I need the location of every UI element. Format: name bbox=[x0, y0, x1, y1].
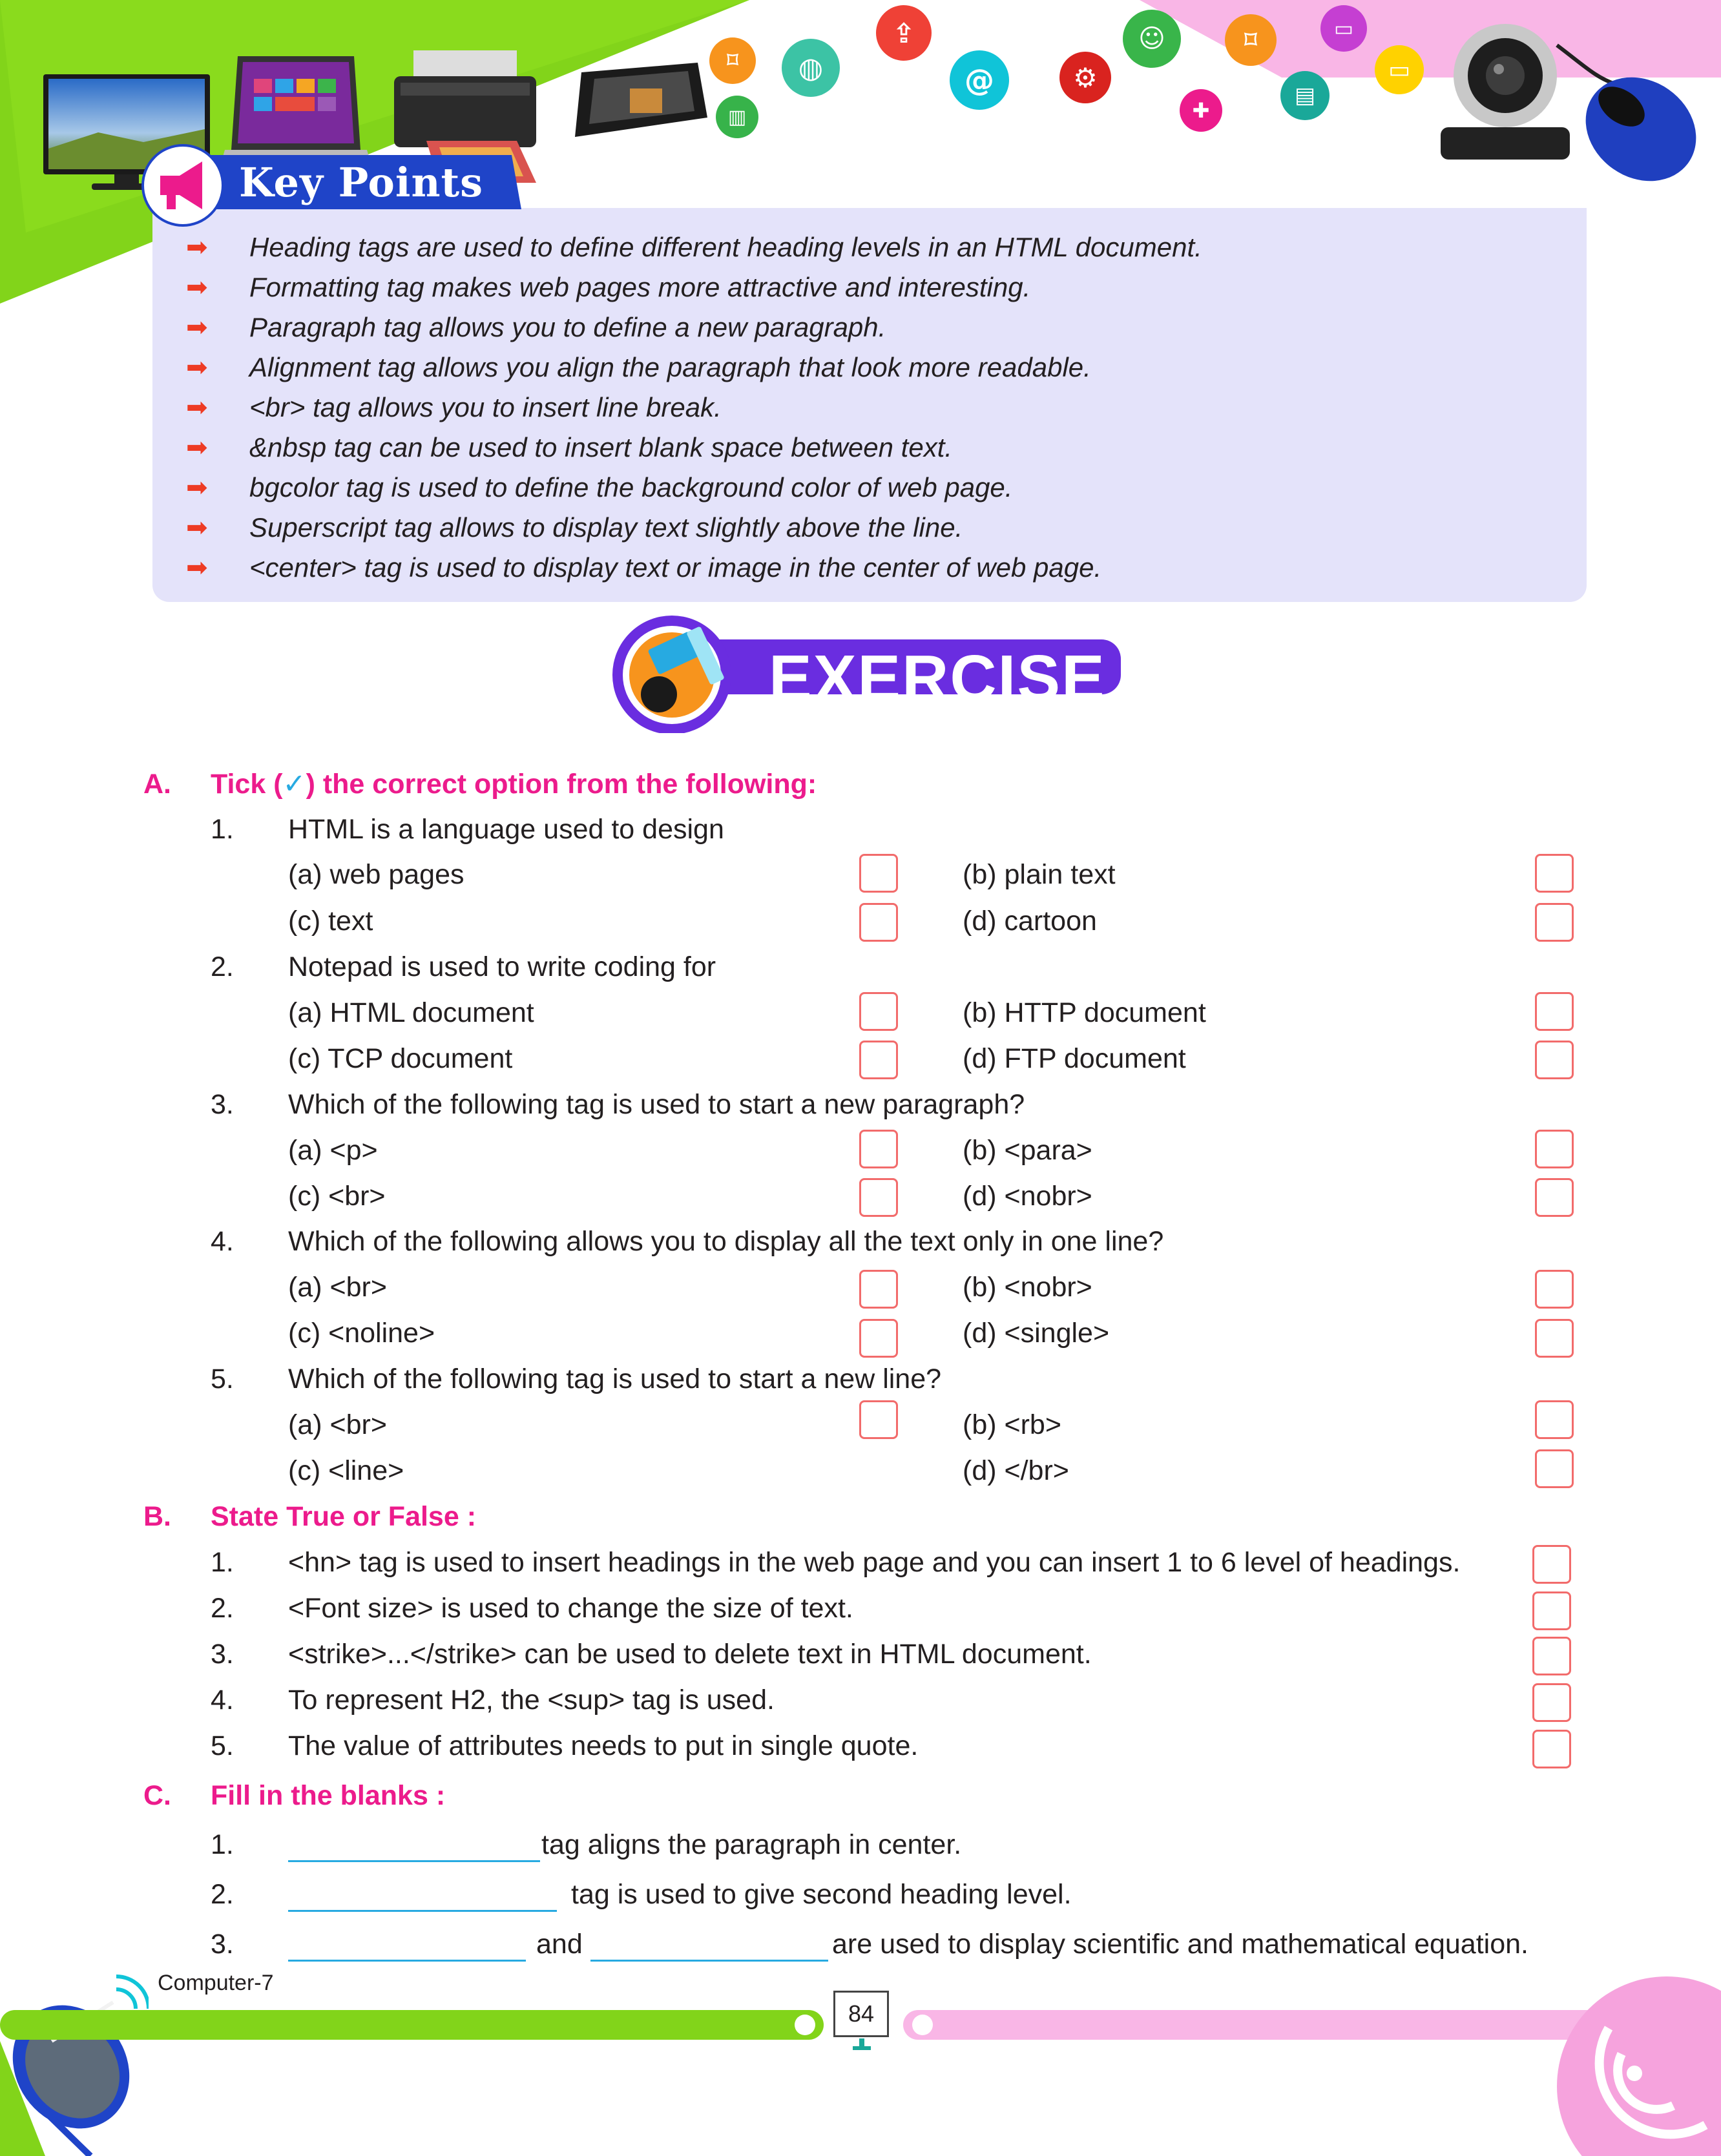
mouse-icon: ⌑ bbox=[709, 37, 756, 84]
option-d: (d) FTP document bbox=[963, 1043, 1186, 1074]
answer-checkbox[interactable] bbox=[859, 992, 898, 1031]
answer-checkbox[interactable] bbox=[859, 1041, 898, 1079]
statement-number: 2. bbox=[211, 1593, 234, 1624]
option-c: (c) <noline> bbox=[288, 1318, 435, 1349]
section-a-title: Tick (✓) the correct option from the following: bbox=[211, 769, 817, 800]
fill-blank-line[interactable] bbox=[590, 1960, 828, 1962]
option-c: (c) text bbox=[288, 906, 373, 937]
fill-blank-line[interactable] bbox=[288, 1910, 557, 1912]
answer-checkbox[interactable] bbox=[1535, 1319, 1574, 1358]
section-b-letter: B. bbox=[143, 1501, 171, 1532]
option-d: (d) <single> bbox=[963, 1318, 1110, 1349]
arrow-icon: ➡ bbox=[186, 313, 208, 342]
key-point-text: Superscript tag allows to display text slightly above the line. bbox=[249, 512, 963, 543]
true-false-box[interactable] bbox=[1532, 1730, 1571, 1768]
people-network-icon: ☺ bbox=[1123, 10, 1181, 68]
arrow-icon: ➡ bbox=[186, 513, 208, 542]
answer-checkbox[interactable] bbox=[859, 903, 898, 942]
question-number: 4. bbox=[211, 1226, 234, 1257]
question-number: 3. bbox=[211, 1089, 234, 1120]
mouse-image bbox=[1544, 39, 1718, 194]
footer-book-label: Computer-7 bbox=[158, 1971, 274, 1995]
key-points-title: Key Points bbox=[239, 159, 484, 206]
key-point-text: &nbsp tag can be used to insert blank space between text. bbox=[249, 432, 953, 462]
mouse-icon-2: ⌑ bbox=[1225, 14, 1277, 66]
key-point-text: <center> tag is used to display text or image in the center of web page. bbox=[249, 552, 1102, 583]
bar-chart-icon: ▥ bbox=[716, 96, 758, 138]
question-text: Which of the following tag is used to start a new paragraph? bbox=[288, 1089, 1025, 1120]
section-c-letter: C. bbox=[143, 1780, 171, 1811]
desktop-icon: ▭ bbox=[1375, 45, 1424, 94]
option-a: (a) web pages bbox=[288, 859, 464, 890]
statement-text: <strike>...</strike> can be used to delete text in HTML document. bbox=[288, 1639, 1092, 1670]
question-number: 2. bbox=[211, 951, 234, 982]
arrow-icon: ➡ bbox=[186, 433, 208, 462]
answer-checkbox[interactable] bbox=[1535, 992, 1574, 1031]
answer-checkbox[interactable] bbox=[859, 1270, 898, 1309]
exercise-title: EXERCISE bbox=[769, 642, 1106, 714]
arrow-icon: ➡ bbox=[186, 353, 208, 382]
answer-checkbox[interactable] bbox=[1535, 854, 1574, 893]
question-text: Which of the following tag is used to start a new line? bbox=[288, 1363, 942, 1394]
at-sign-icon: @ bbox=[950, 50, 1009, 110]
tick-icon: ✓ bbox=[282, 769, 306, 800]
blank-number: 1. bbox=[211, 1829, 234, 1860]
true-false-box[interactable] bbox=[1532, 1637, 1571, 1675]
option-a: (a) <p> bbox=[288, 1135, 378, 1166]
folder-icon: ▭ bbox=[1320, 5, 1367, 52]
statement-number: 3. bbox=[211, 1639, 234, 1670]
key-point-text: <br> tag allows you to insert line break. bbox=[249, 392, 722, 422]
monitor-stand-icon bbox=[850, 2038, 873, 2054]
question-number: 1. bbox=[211, 814, 234, 845]
option-b: (b) <para> bbox=[963, 1135, 1092, 1166]
option-a: (a) <br> bbox=[288, 1272, 387, 1303]
section-a-letter: A. bbox=[143, 769, 171, 800]
question-text: HTML is a language used to design bbox=[288, 814, 724, 845]
option-a: (a) HTML document bbox=[288, 997, 534, 1028]
option-b: (b) plain text bbox=[963, 859, 1116, 890]
option-c: (c) <line> bbox=[288, 1455, 404, 1486]
question-number: 5. bbox=[211, 1363, 234, 1394]
key-point-text: Paragraph tag allows you to define a new paragraph. bbox=[249, 312, 886, 342]
answer-checkbox[interactable] bbox=[859, 1130, 898, 1168]
key-point-text: Alignment tag allows you align the paragraph that look more readable. bbox=[249, 352, 1091, 382]
option-d: (d) </br> bbox=[963, 1455, 1069, 1486]
key-point-text: Heading tags are used to define different heading levels in an HTML document. bbox=[249, 232, 1202, 262]
statement-number: 5. bbox=[211, 1730, 234, 1761]
section-c-title: Fill in the blanks : bbox=[211, 1780, 446, 1811]
page-number: 84 bbox=[833, 1991, 889, 2037]
satellite-dish-icon bbox=[0, 1964, 149, 2156]
true-false-box[interactable] bbox=[1532, 1683, 1571, 1722]
globe-icon: ◍ bbox=[782, 39, 840, 97]
blank-number: 3. bbox=[211, 1929, 234, 1960]
question-text: Notepad is used to write coding for bbox=[288, 951, 716, 982]
true-false-box[interactable] bbox=[1532, 1545, 1571, 1584]
answer-checkbox[interactable] bbox=[1535, 1400, 1574, 1439]
fill-blank-line[interactable] bbox=[288, 1960, 526, 1962]
fill-blank-line[interactable] bbox=[288, 1860, 540, 1862]
megaphone-icon bbox=[141, 143, 225, 227]
answer-checkbox[interactable] bbox=[859, 1178, 898, 1217]
option-a: (a) <br> bbox=[288, 1409, 387, 1440]
answer-checkbox[interactable] bbox=[1535, 1270, 1574, 1309]
option-d: (d) <nobr> bbox=[963, 1181, 1092, 1212]
arrow-icon: ➡ bbox=[186, 554, 208, 582]
option-b: (b) <nobr> bbox=[963, 1272, 1092, 1303]
statement-text: To represent H2, the <sup> tag is used. bbox=[288, 1684, 775, 1715]
answer-checkbox[interactable] bbox=[859, 1319, 898, 1358]
footer-pink-swirl bbox=[1544, 1976, 1721, 2156]
scanner-image bbox=[568, 59, 711, 143]
analytics-icon: ▤ bbox=[1280, 71, 1330, 120]
answer-checkbox[interactable] bbox=[1535, 1130, 1574, 1168]
key-point-text: bgcolor tag is used to define the background color of web page. bbox=[249, 472, 1013, 503]
section-b-title: State True or False : bbox=[211, 1501, 477, 1532]
gamepad-icon: ✚ bbox=[1180, 89, 1222, 132]
statement-number: 4. bbox=[211, 1684, 234, 1715]
option-d: (d) cartoon bbox=[963, 906, 1097, 937]
true-false-box[interactable] bbox=[1532, 1591, 1571, 1630]
upload-icon: ⇪ bbox=[876, 5, 932, 61]
option-b: (b) <rb> bbox=[963, 1409, 1061, 1440]
answer-checkbox[interactable] bbox=[859, 1400, 898, 1439]
answer-checkbox[interactable] bbox=[1535, 1178, 1574, 1217]
blank-and-text: and bbox=[536, 1929, 583, 1960]
answer-checkbox[interactable] bbox=[1535, 903, 1574, 942]
answer-checkbox[interactable] bbox=[1535, 1041, 1574, 1079]
arrow-icon: ➡ bbox=[186, 233, 208, 262]
statement-number: 1. bbox=[211, 1547, 234, 1578]
blank-text: tag is used to give second heading level. bbox=[571, 1879, 1072, 1910]
answer-checkbox[interactable] bbox=[859, 854, 898, 893]
answer-checkbox[interactable] bbox=[1535, 1449, 1574, 1488]
arrow-icon: ➡ bbox=[186, 273, 208, 302]
key-point-text: Formatting tag makes web pages more attractive and interesting. bbox=[249, 272, 1031, 302]
statement-text: <hn> tag is used to insert headings in the web page and you can insert 1 to 6 level of headings. bbox=[288, 1547, 1461, 1578]
arrow-icon: ➡ bbox=[186, 473, 208, 502]
blank-text: are used to display scientific and mathematical equation. bbox=[832, 1929, 1529, 1960]
option-c: (c) <br> bbox=[288, 1181, 386, 1212]
key-points-box bbox=[152, 208, 1587, 602]
option-c: (c) TCP document bbox=[288, 1043, 513, 1074]
footer-green-bar bbox=[0, 2010, 824, 2040]
blank-number: 2. bbox=[211, 1879, 234, 1910]
blank-text: tag aligns the paragraph in center. bbox=[541, 1829, 962, 1860]
statement-text: The value of attributes needs to put in single quote. bbox=[288, 1730, 919, 1761]
gears-icon: ⚙ bbox=[1059, 52, 1111, 103]
statement-text: <Font size> is used to change the size of text. bbox=[288, 1593, 853, 1624]
option-b: (b) HTTP document bbox=[963, 997, 1206, 1028]
question-text: Which of the following allows you to display all the text only in one line? bbox=[288, 1226, 1164, 1257]
arrow-icon: ➡ bbox=[186, 393, 208, 422]
